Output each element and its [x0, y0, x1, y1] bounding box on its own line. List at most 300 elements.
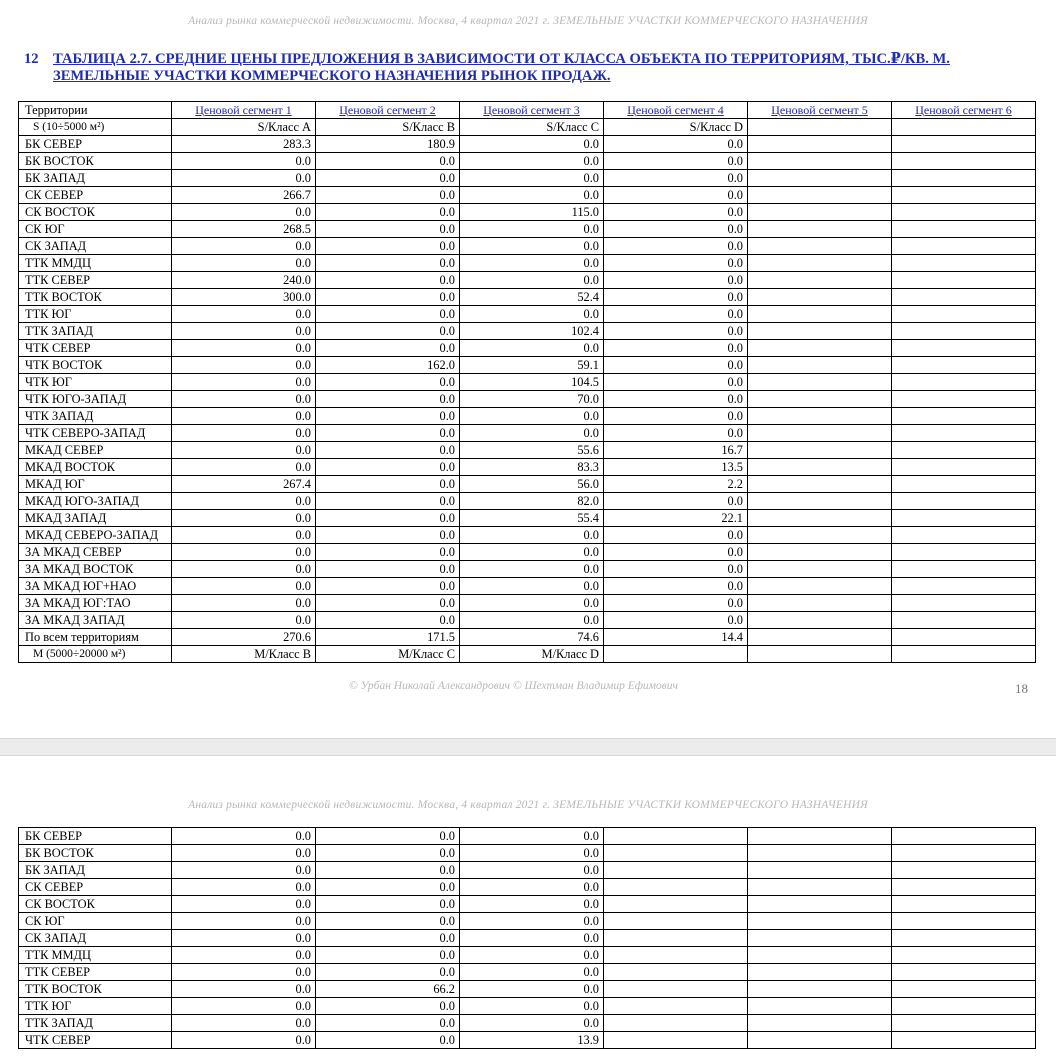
value-cell [748, 578, 892, 595]
table-row [19, 1015, 1036, 1032]
table-row [19, 391, 1036, 408]
value-cell [748, 964, 892, 981]
subheader-cell: S/Класс B [316, 119, 460, 136]
value-cell: 0.0 [316, 828, 460, 845]
value-cell: 162.0 [316, 357, 460, 374]
table-row [19, 187, 1036, 204]
territory-cell: МКАД СЕВЕР [19, 442, 172, 459]
table-row [19, 459, 1036, 476]
value-cell: 0.0 [604, 136, 748, 153]
value-cell: 0.0 [460, 930, 604, 947]
column-header-segment-3[interactable]: Ценовой сегмент 3 [460, 102, 604, 119]
value-cell: 115.0 [460, 204, 604, 221]
value-cell [748, 981, 892, 998]
territory-cell: ЧТК СЕВЕР [19, 340, 172, 357]
table-row [19, 306, 1036, 323]
value-cell: 0.0 [604, 170, 748, 187]
territory-cell: СК ЮГ [19, 221, 172, 238]
value-cell: 0.0 [172, 510, 316, 527]
territory-cell: ЧТК СЕВЕРО-ЗАПАД [19, 425, 172, 442]
value-cell: 0.0 [172, 459, 316, 476]
table-row [19, 442, 1036, 459]
value-cell: 104.5 [460, 374, 604, 391]
value-cell: 0.0 [604, 493, 748, 510]
value-cell [892, 459, 1036, 476]
value-cell: 0.0 [460, 255, 604, 272]
territory-cell: БК ВОСТОК [19, 845, 172, 862]
value-cell [748, 136, 892, 153]
value-cell: 0.0 [316, 930, 460, 947]
table-row [19, 879, 1036, 896]
value-cell [748, 1032, 892, 1049]
territory-cell: ЧТК ЮГО-ЗАПАД [19, 391, 172, 408]
value-cell [892, 879, 1036, 896]
value-cell [748, 221, 892, 238]
territory-cell: По всем территориям [19, 629, 172, 646]
value-cell: 0.0 [316, 612, 460, 629]
value-cell [748, 998, 892, 1015]
territory-cell: ТТК СЕВЕР [19, 272, 172, 289]
value-cell: 0.0 [604, 272, 748, 289]
value-cell: 0.0 [172, 1032, 316, 1049]
territory-cell: ЗА МКАД ВОСТОК [19, 561, 172, 578]
value-cell: 0.0 [604, 374, 748, 391]
value-cell [604, 947, 748, 964]
territory-cell: БК СЕВЕР [19, 136, 172, 153]
subheader-cell: S/Класс C [460, 119, 604, 136]
table-row [19, 561, 1036, 578]
value-cell: 13.5 [604, 459, 748, 476]
value-cell [748, 1015, 892, 1032]
value-cell [748, 612, 892, 629]
value-cell [604, 896, 748, 913]
value-cell: 0.0 [172, 578, 316, 595]
value-cell: 0.0 [604, 323, 748, 340]
value-cell [892, 408, 1036, 425]
value-cell [892, 425, 1036, 442]
value-cell: 0.0 [604, 238, 748, 255]
value-cell: 2.2 [604, 476, 748, 493]
column-header-territory: Территории [19, 102, 172, 119]
value-cell: 0.0 [172, 862, 316, 879]
value-cell: 56.0 [460, 476, 604, 493]
value-cell [892, 170, 1036, 187]
value-cell: 0.0 [316, 153, 460, 170]
value-cell [748, 896, 892, 913]
value-cell [892, 221, 1036, 238]
table-row [19, 930, 1036, 947]
value-cell: 0.0 [172, 493, 316, 510]
value-cell: 0.0 [604, 561, 748, 578]
value-cell [892, 187, 1036, 204]
territory-cell: ТТК СЕВЕР [19, 964, 172, 981]
territory-cell: СК ЗАПАД [19, 238, 172, 255]
page-number: 18 [1015, 681, 1028, 696]
territory-cell: СК ВОСТОК [19, 204, 172, 221]
column-header-segment-4[interactable]: Ценовой сегмент 4 [604, 102, 748, 119]
value-cell: 0.0 [460, 998, 604, 1015]
value-cell [748, 561, 892, 578]
column-header-segment-5[interactable]: Ценовой сегмент 5 [748, 102, 892, 119]
value-cell: 66.2 [316, 981, 460, 998]
value-cell [604, 930, 748, 947]
value-cell [748, 947, 892, 964]
value-cell [892, 998, 1036, 1015]
table-row [19, 255, 1036, 272]
value-cell [892, 595, 1036, 612]
table-row [19, 272, 1036, 289]
value-cell: 0.0 [604, 289, 748, 306]
value-cell: 0.0 [460, 896, 604, 913]
value-cell [892, 136, 1036, 153]
value-cell [748, 238, 892, 255]
territory-cell: ЧТК ВОСТОК [19, 357, 172, 374]
territory-cell: МКАД ЮГ [19, 476, 172, 493]
territory-cell: ЗА МКАД ЮГ+НАО [19, 578, 172, 595]
value-cell: 0.0 [316, 323, 460, 340]
value-cell [748, 272, 892, 289]
table-row [19, 170, 1036, 187]
value-cell: 0.0 [172, 544, 316, 561]
value-cell: 0.0 [604, 255, 748, 272]
value-cell: 0.0 [316, 896, 460, 913]
territory-cell: БК СЕВЕР [19, 828, 172, 845]
value-cell: 0.0 [604, 612, 748, 629]
table-row [19, 374, 1036, 391]
value-cell: 55.4 [460, 510, 604, 527]
territory-cell: БК ЗАПАД [19, 170, 172, 187]
value-cell: 16.7 [604, 442, 748, 459]
value-cell [892, 964, 1036, 981]
value-cell: 14.4 [604, 629, 748, 646]
value-cell: 0.0 [460, 862, 604, 879]
territory-cell: ТТК ЗАПАД [19, 1015, 172, 1032]
title-number: 12 [24, 51, 39, 67]
territory-cell: ЧТК ЗАПАД [19, 408, 172, 425]
value-cell: 0.0 [172, 896, 316, 913]
value-cell: 0.0 [316, 913, 460, 930]
value-cell [892, 629, 1036, 646]
table-row [19, 289, 1036, 306]
subheader-cell [892, 119, 1036, 136]
value-cell [748, 255, 892, 272]
value-cell: 0.0 [604, 391, 748, 408]
value-cell: 0.0 [316, 998, 460, 1015]
table-row [19, 964, 1036, 981]
table-row [19, 828, 1036, 845]
value-cell: 0.0 [460, 964, 604, 981]
value-cell: 0.0 [172, 930, 316, 947]
value-cell: 0.0 [460, 981, 604, 998]
value-cell: 0.0 [604, 408, 748, 425]
value-cell: 0.0 [460, 306, 604, 323]
value-cell: 0.0 [316, 1032, 460, 1049]
table-row [19, 136, 1036, 153]
value-cell [604, 862, 748, 879]
value-cell: 0.0 [316, 510, 460, 527]
value-cell [892, 930, 1036, 947]
value-cell [892, 1015, 1036, 1032]
value-cell: 283.3 [172, 136, 316, 153]
value-cell [748, 930, 892, 947]
value-cell [748, 187, 892, 204]
value-cell [892, 204, 1036, 221]
footer-cell: М/Класс D [460, 646, 604, 663]
value-cell: 0.0 [316, 964, 460, 981]
value-cell: 0.0 [460, 845, 604, 862]
value-cell: 0.0 [316, 255, 460, 272]
territory-cell: СК ВОСТОК [19, 896, 172, 913]
value-cell: 268.5 [172, 221, 316, 238]
value-cell: 0.0 [172, 442, 316, 459]
value-cell [892, 289, 1036, 306]
value-cell [748, 544, 892, 561]
value-cell: 0.0 [316, 595, 460, 612]
footer-cell [604, 646, 748, 663]
value-cell: 0.0 [316, 289, 460, 306]
value-cell: 0.0 [316, 204, 460, 221]
value-cell: 267.4 [172, 476, 316, 493]
value-cell [748, 408, 892, 425]
value-cell [892, 578, 1036, 595]
value-cell: 266.7 [172, 187, 316, 204]
table-row [19, 493, 1036, 510]
table-row [19, 527, 1036, 544]
value-cell: 180.9 [316, 136, 460, 153]
table-header-row [19, 102, 1036, 119]
table-footer-row [19, 646, 1036, 663]
value-cell: 0.0 [460, 578, 604, 595]
value-cell [892, 272, 1036, 289]
territory-cell: ТТК ЗАПАД [19, 323, 172, 340]
territory-cell: БК ВОСТОК [19, 153, 172, 170]
value-cell: 74.6 [460, 629, 604, 646]
value-cell [892, 981, 1036, 998]
column-header-segment-2[interactable]: Ценовой сегмент 2 [316, 102, 460, 119]
value-cell [748, 828, 892, 845]
value-cell: 59.1 [460, 357, 604, 374]
territory-cell: МКАД СЕВЕРО-ЗАПАД [19, 527, 172, 544]
value-cell: 0.0 [316, 238, 460, 255]
value-cell [748, 340, 892, 357]
value-cell [604, 964, 748, 981]
value-cell: 0.0 [172, 408, 316, 425]
value-cell [604, 1015, 748, 1032]
column-header-segment-1[interactable]: Ценовой сегмент 1 [172, 102, 316, 119]
value-cell [892, 357, 1036, 374]
value-cell: 0.0 [316, 272, 460, 289]
value-cell: 0.0 [604, 153, 748, 170]
value-cell [892, 153, 1036, 170]
value-cell [748, 391, 892, 408]
territory-cell: МКАД ЮГО-ЗАПАД [19, 493, 172, 510]
footer-cell [892, 646, 1036, 663]
value-cell: 0.0 [172, 845, 316, 862]
value-cell [892, 306, 1036, 323]
page-footer-copyright: © Урбан Николай Александрович © Шехтман Владимир Ефимович [349, 680, 678, 692]
territory-cell: ЧТК ЮГ [19, 374, 172, 391]
value-cell: 0.0 [460, 272, 604, 289]
value-cell: 0.0 [316, 476, 460, 493]
value-cell: 0.0 [172, 561, 316, 578]
value-cell [892, 323, 1036, 340]
value-cell [892, 476, 1036, 493]
value-cell: 0.0 [172, 204, 316, 221]
value-cell: 0.0 [316, 1015, 460, 1032]
value-cell: 0.0 [172, 981, 316, 998]
document-page-19 [0, 756, 1056, 1056]
value-cell [604, 845, 748, 862]
value-cell: 0.0 [172, 153, 316, 170]
price-table [18, 101, 1036, 663]
value-cell: 0.0 [604, 340, 748, 357]
table-subheader-row [19, 119, 1036, 136]
value-cell: 0.0 [316, 425, 460, 442]
value-cell: 270.6 [172, 629, 316, 646]
value-cell: 0.0 [460, 170, 604, 187]
table-row [19, 221, 1036, 238]
table-row [19, 204, 1036, 221]
value-cell [892, 862, 1036, 879]
value-cell: 0.0 [172, 340, 316, 357]
value-cell [604, 879, 748, 896]
table-row [19, 323, 1036, 340]
value-cell: 13.9 [460, 1032, 604, 1049]
value-cell [748, 595, 892, 612]
value-cell [892, 238, 1036, 255]
table-row [19, 629, 1036, 646]
value-cell: 0.0 [460, 828, 604, 845]
value-cell: 0.0 [460, 879, 604, 896]
value-cell: 0.0 [172, 964, 316, 981]
territory-cell: ЧТК СЕВЕР [19, 1032, 172, 1049]
territory-cell: ТТК ВОСТОК [19, 981, 172, 998]
value-cell: 0.0 [172, 998, 316, 1015]
table-row [19, 1032, 1036, 1049]
value-cell: 0.0 [604, 578, 748, 595]
value-cell: 0.0 [460, 561, 604, 578]
value-cell: 0.0 [172, 828, 316, 845]
table-row [19, 981, 1036, 998]
value-cell [892, 510, 1036, 527]
value-cell [892, 896, 1036, 913]
value-cell: 0.0 [460, 595, 604, 612]
title-line-2[interactable]: ЗЕМЕЛЬНЫЕ УЧАСТКИ КОММЕРЧЕСКОГО НАЗНАЧЕНИЯ РЫНОК ПРОДАЖ. [53, 68, 611, 84]
value-cell: 0.0 [604, 527, 748, 544]
value-cell: 0.0 [316, 879, 460, 896]
subheader-cell: S/Класс A [172, 119, 316, 136]
value-cell: 0.0 [316, 442, 460, 459]
value-cell: 0.0 [604, 595, 748, 612]
value-cell: 0.0 [460, 153, 604, 170]
value-cell: 0.0 [172, 1015, 316, 1032]
value-cell: 0.0 [460, 527, 604, 544]
value-cell: 240.0 [172, 272, 316, 289]
table-title [24, 51, 1034, 85]
table-row [19, 544, 1036, 561]
value-cell: 55.6 [460, 442, 604, 459]
value-cell: 0.0 [172, 170, 316, 187]
territory-cell: ТТК ММДЦ [19, 947, 172, 964]
table-row [19, 425, 1036, 442]
table-row [19, 913, 1036, 930]
running-header: Анализ рынка коммерческой недвижимости. Москва, 4 квартал 2021 г. ЗЕМЕЛЬНЫЕ УЧАСТКИ КОММЕРЧЕСКОГО НАЗНАЧЕНИЯ [188, 799, 868, 811]
value-cell: 0.0 [604, 425, 748, 442]
value-cell: 0.0 [460, 408, 604, 425]
value-cell: 171.5 [316, 629, 460, 646]
territory-cell: ТТК ЮГ [19, 998, 172, 1015]
value-cell [604, 1032, 748, 1049]
value-cell: 0.0 [316, 187, 460, 204]
value-cell [892, 544, 1036, 561]
footer-cell: М/Класс C [316, 646, 460, 663]
value-cell: 0.0 [316, 862, 460, 879]
table-row [19, 357, 1036, 374]
value-cell: 0.0 [316, 340, 460, 357]
value-cell [892, 1032, 1036, 1049]
value-cell [748, 629, 892, 646]
value-cell [748, 306, 892, 323]
value-cell: 0.0 [604, 357, 748, 374]
running-header: Анализ рынка коммерческой недвижимости. Москва, 4 квартал 2021 г. ЗЕМЕЛЬНЫЕ УЧАСТКИ КОММЕРЧЕСКОГО НАЗНАЧЕНИЯ [188, 15, 868, 27]
table-row [19, 238, 1036, 255]
table-row [19, 408, 1036, 425]
value-cell: 0.0 [172, 306, 316, 323]
column-header-segment-6[interactable]: Ценовой сегмент 6 [892, 102, 1036, 119]
table-row [19, 947, 1036, 964]
value-cell: 0.0 [316, 561, 460, 578]
territory-cell: ТТК ММДЦ [19, 255, 172, 272]
territory-cell: МКАД ВОСТОК [19, 459, 172, 476]
value-cell: 52.4 [460, 289, 604, 306]
title-line-1[interactable]: ТАБЛИЦА 2.7. СРЕДНИЕ ЦЕНЫ ПРЕДЛОЖЕНИЯ В ЗАВИСИМОСТИ ОТ КЛАССА ОБЪЕКТА ПО ТЕРРИТОРИЯМ, ТЫС.₽/КВ. М. [53, 51, 950, 67]
value-cell: 0.0 [172, 323, 316, 340]
value-cell: 0.0 [460, 544, 604, 561]
value-cell: 0.0 [460, 136, 604, 153]
value-cell: 0.0 [316, 527, 460, 544]
table-row [19, 340, 1036, 357]
table-row [19, 578, 1036, 595]
table-row [19, 476, 1036, 493]
value-cell: 83.3 [460, 459, 604, 476]
value-cell [748, 459, 892, 476]
value-cell: 0.0 [316, 947, 460, 964]
value-cell: 82.0 [460, 493, 604, 510]
value-cell: 0.0 [604, 306, 748, 323]
value-cell: 0.0 [316, 170, 460, 187]
value-cell: 0.0 [172, 879, 316, 896]
value-cell [748, 357, 892, 374]
value-cell: 0.0 [460, 1015, 604, 1032]
value-cell: 0.0 [604, 544, 748, 561]
value-cell [748, 879, 892, 896]
value-cell [892, 828, 1036, 845]
value-cell [892, 947, 1036, 964]
subheader-cell: S/Класс D [604, 119, 748, 136]
table-row [19, 998, 1036, 1015]
page-separator [0, 738, 1056, 756]
value-cell: 0.0 [604, 187, 748, 204]
value-cell: 0.0 [172, 425, 316, 442]
value-cell [748, 425, 892, 442]
value-cell: 0.0 [172, 947, 316, 964]
table-row [19, 595, 1036, 612]
value-cell: 0.0 [604, 204, 748, 221]
value-cell: 0.0 [460, 913, 604, 930]
footer-cell [748, 646, 892, 663]
value-cell: 0.0 [316, 845, 460, 862]
value-cell: 0.0 [460, 187, 604, 204]
